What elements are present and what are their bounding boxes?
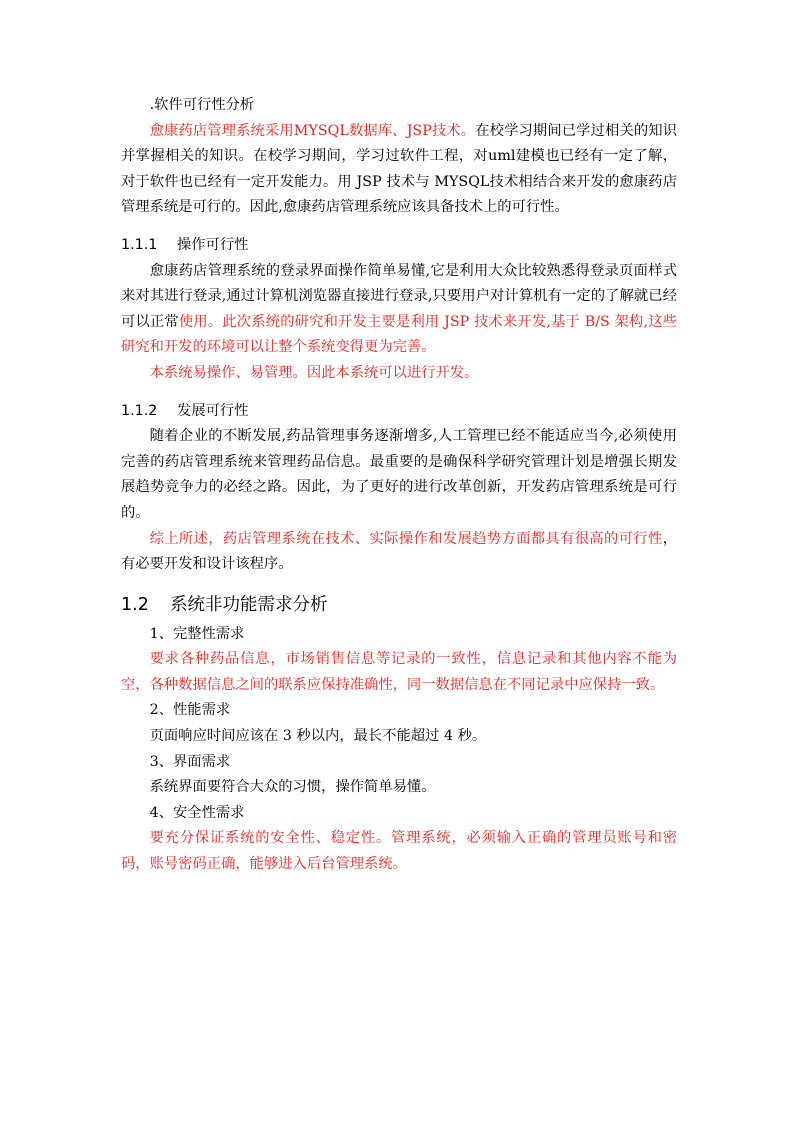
highlighted-text: 使用。此次系统的研究和开发主要是利用 JSP 技术来开发,基于 B/S 架构,这些研究和开发的环境可以让整个系统变得更为完善。 — [121, 313, 677, 356]
highlighted-text: 愈康药店管理系统采用MYSQL数据库、JSP技术。 — [149, 122, 476, 139]
requirement-text-performance: 页面响应时间应该在 3 秒以内，最长不能超过 4 秒。 — [149, 728, 487, 745]
requirement-heading-security: 4、安全性需求 — [149, 804, 245, 821]
operation-conclusion: 本系统易操作、易管理。因此本系统可以进行开发。 — [149, 364, 479, 381]
heading-title: 操作可行性 — [177, 236, 249, 253]
heading-nonfunctional-requirements — [121, 590, 677, 620]
paragraph-text: ，有必要开发和设计该程序。 — [121, 530, 677, 573]
requirement-text-interface: 系统界面要符合大众的习惯，操作简单易懂。 — [149, 779, 436, 796]
technical-feasibility-paragraph — [121, 119, 677, 221]
development-summary-paragraph — [121, 527, 677, 578]
section-title-software-feasibility: .软件可行性分析 — [149, 97, 255, 113]
document-body — [121, 93, 677, 878]
paragraph-text: 在校学习期间已学过相关的知识并掌握相关的知识。在校学习期间，学习过软件工程，对uml建模也已经有一定了解，对于软件也已经有一定开发能力。用 JSP 技术与 MYSQL技术相结合来开发的愈康药店管理系统是可行的。因此,愈康药店管理系统应该具备技术上的可行性。 — [121, 122, 678, 216]
requirement-heading-integrity: 1、完整性需求 — [149, 625, 245, 642]
requirement-text-security: 要充分保证系统的安全性、稳定性。管理系统，必须输入正确的管理员账号和密码，账号密码正确，能够进入后台管理系统。 — [121, 830, 677, 873]
heading-title: 系统非功能需求分析 — [170, 594, 328, 615]
paragraph-text: 愈康药店管理系统的登录界面操作简单易懂,它是利用大众比较熟悉得登录页面样式来对其进行登录,通过计算机浏览器直接进行登录,只要用户对计算机有一定的了解就已经可以正常 — [121, 262, 677, 330]
requirement-heading-performance: 2、性能需求 — [149, 702, 231, 719]
development-feasibility-paragraph: 随着企业的不断发展,药品管理事务逐渐增多,人工管理已经不能适应当今,必须使用完善的药店管理系统来管理药品信息。最重要的是确保科学研究管理计划是增强长期发展趋势竞争力的必经之路。因此，为了更好的进行改革创新，开发药店管理系统是可行的。 — [121, 428, 677, 521]
heading-title: 发展可行性 — [177, 402, 249, 419]
heading-operation-feasibility — [121, 233, 677, 259]
heading-number: 1.1.1 — [121, 236, 158, 253]
heading-number: 1.1.2 — [121, 402, 158, 419]
operation-feasibility-paragraph — [121, 259, 677, 361]
requirement-heading-interface: 3、界面需求 — [149, 753, 231, 770]
heading-development-feasibility — [121, 399, 677, 425]
requirement-text-integrity: 要求各种药品信息，市场销售信息等记录的一致性，信息记录和其他内容不能为空，各种数据信息之间的联系应保持准确性，同一数据信息在不同记录中应保持一致。 — [121, 651, 677, 693]
highlighted-text: 综上所述，药店管理系统在技术、实际操作和发展趋势方面都具有很高的可行性 — [149, 530, 663, 547]
heading-number: 1.2 — [121, 594, 149, 615]
